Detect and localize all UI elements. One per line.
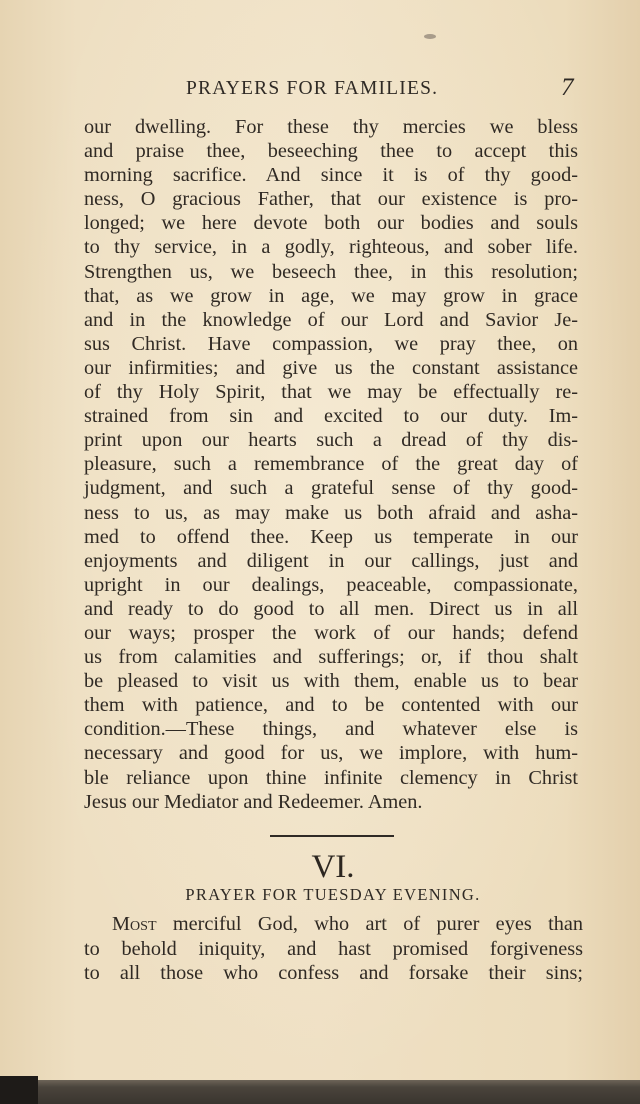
text-line: ness, O gracious Father, that our existence is pro-: [84, 188, 578, 211]
text-line: our dwelling. For these thy mercies we bless: [84, 116, 578, 138]
text-line: morning sacrifice. And since it is of thy good-: [84, 164, 578, 187]
text-line: [84, 912, 583, 937]
text-line: to all those who confess and forsake their sins;: [84, 962, 583, 985]
running-title: PRAYERS FOR FAMILIES.: [186, 78, 439, 99]
text-line: them with patience, and to be contented with our: [84, 694, 578, 717]
text-line: us from calamities and sufferings; or, if thou shalt: [84, 646, 578, 669]
text-line: that, as we grow in age, we may grow in grace: [84, 284, 578, 307]
text-line: Strengthen us, we beseech thee, in this resolution;: [84, 260, 578, 283]
section-body-text: [84, 912, 583, 986]
page-number: 7: [561, 74, 574, 101]
text-line: ness to us, as may make us both afraid and asha-: [84, 501, 578, 524]
section-title: PRAYER FOR TUESDAY EVENING.: [185, 885, 481, 904]
text-line: our infirmities; and give us the constant assistance: [84, 356, 578, 379]
text-line: to thy service, in a godly, righteous, and sober life.: [84, 236, 578, 259]
text-line: and ready to do good to all men. Direct us in all: [84, 597, 578, 620]
text-line: upright in our dealings, peaceable, compassionate,: [84, 573, 578, 596]
text-line: and praise thee, beseeching thee to accept this: [84, 140, 578, 163]
page-bottom-edge: [0, 1080, 640, 1104]
text-line: print upon our hearts such a dread of thy dis-: [84, 429, 578, 452]
text-line: be pleased to visit us with them, enable us to bear: [84, 670, 578, 693]
text-line: Jesus our Mediator and Redeemer. Amen.: [84, 790, 423, 813]
prayer-body-text: [84, 115, 578, 814]
text-line: pleasure, such a remembrance of the great day of: [84, 453, 578, 476]
text-line: and in the knowledge of our Lord and Savior Je-: [84, 308, 578, 331]
section-number: VI.: [311, 849, 355, 885]
text-line: ble reliance upon thine infinite clemency in Christ: [84, 766, 578, 789]
text-line: of thy Holy Spirit, that we may be effectually re-: [84, 381, 578, 404]
text-line: to behold iniquity, and hast promised forgiveness: [84, 937, 583, 960]
text-line: sus Christ. Have compassion, we pray thee, on: [84, 332, 578, 355]
ink-smudge: [424, 34, 436, 39]
text-line: strained from sin and excited to our duty. Im-: [84, 405, 578, 428]
text-line-rest: merciful God, who art of purer eyes than: [156, 913, 583, 935]
text-line: longed; we here devote both our bodies and souls: [84, 212, 578, 235]
text-line: med to offend thee. Keep us temperate in our: [84, 525, 578, 548]
binding-shadow: [0, 1076, 38, 1104]
text-line: condition.—These things, and whatever else is: [84, 718, 578, 741]
text-line: necessary and good for us, we implore, with hum-: [84, 742, 578, 765]
small-caps-word: ost: [130, 913, 157, 935]
text-line: our ways; prosper the work of our hands; defend: [84, 621, 578, 644]
text-line: judgment, and such a grateful sense of thy good-: [84, 477, 578, 500]
initial-letter: M: [112, 913, 131, 935]
text-line: enjoyments and diligent in our callings, just and: [84, 549, 578, 572]
section-divider: [270, 835, 394, 837]
